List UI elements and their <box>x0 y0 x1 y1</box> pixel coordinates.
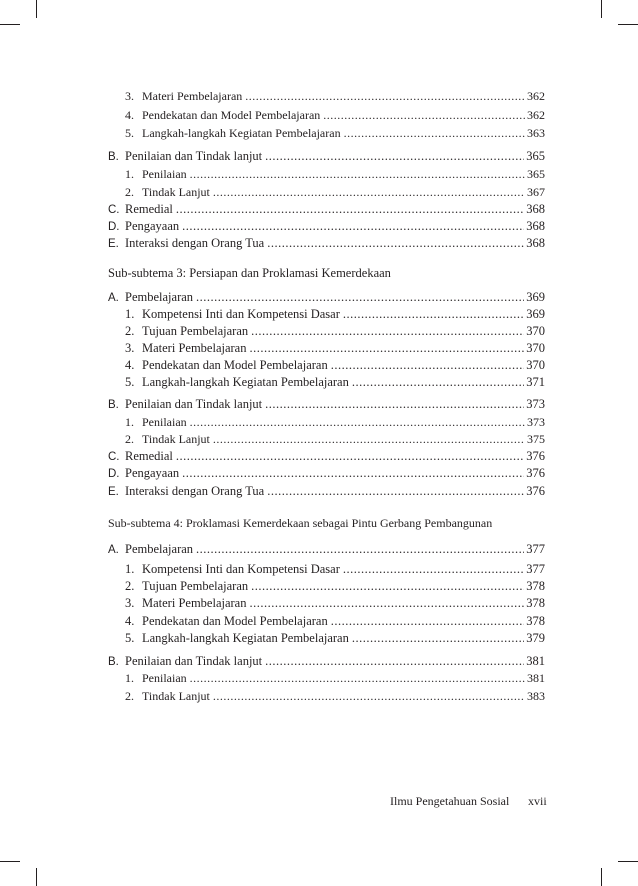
toc-entry-title: Materi Pembelajaran <box>142 89 243 103</box>
toc-entry-number: 4. <box>125 358 135 372</box>
toc-entry-leader <box>190 670 525 686</box>
toc-entry-number: 2. <box>125 324 135 338</box>
toc-entry-title: Penilaian dan Tindak lanjut <box>125 654 263 668</box>
toc-entry <box>125 357 545 373</box>
toc-entry <box>125 125 545 141</box>
toc-entry-number: 4. <box>125 614 135 628</box>
toc-entry-leader <box>331 613 525 629</box>
toc-entry-page: 376 <box>526 466 545 480</box>
toc-entry-letter: D. <box>108 468 120 480</box>
toc-entry-number: 2. <box>125 185 134 199</box>
toc-entry-leader <box>182 218 524 234</box>
toc-entry-leader <box>323 107 525 123</box>
toc-entry-page: 378 <box>526 596 545 610</box>
toc-entry-number: 4. <box>125 108 134 122</box>
toc-entry-letter: E. <box>108 238 119 250</box>
toc-entry-number: 5. <box>125 375 135 389</box>
toc-entry <box>125 578 545 594</box>
toc-entry-title: Penilaian dan Tindak lanjut <box>125 149 263 163</box>
toc-entry-title: Tujuan Pembelajaran <box>142 324 249 338</box>
toc-entry-page: 376 <box>526 484 545 498</box>
toc-entry-letter: A. <box>108 544 119 556</box>
toc-entry <box>125 323 545 339</box>
toc-entry <box>125 630 545 646</box>
toc-entry <box>125 184 545 200</box>
toc-entry-title: Penilaian <box>142 671 187 685</box>
toc-entry-page: 368 <box>526 202 545 216</box>
toc-entry <box>125 561 545 577</box>
toc-entry-leader <box>343 306 524 322</box>
toc-entry-page: 370 <box>526 324 545 338</box>
toc-entry-page: 369 <box>526 290 545 304</box>
toc-entry-page: 362 <box>527 108 545 122</box>
toc-entry-title: Tindak Lanjut <box>142 432 210 446</box>
toc-entry-title: Tujuan Pembelajaran <box>142 579 249 593</box>
crop-mark-bottom-right-v <box>601 868 602 886</box>
toc-entry-leader <box>344 125 525 141</box>
toc-entry <box>108 448 545 464</box>
toc-entry-title: Remedial <box>125 449 173 463</box>
toc-entry-page: 368 <box>526 236 545 250</box>
toc-entry <box>108 235 545 251</box>
toc-entry-title: Remedial <box>125 202 173 216</box>
footer-book-title: Ilmu Pengetahuan Sosial <box>390 794 510 808</box>
toc-entry-leader <box>265 653 524 669</box>
toc-entry <box>108 653 545 669</box>
toc-entry-leader <box>213 184 525 200</box>
toc-entry-number: 5. <box>125 126 134 140</box>
toc-entry-page: 379 <box>526 631 545 645</box>
toc-entry-page: 365 <box>526 149 545 163</box>
toc-entry <box>108 289 545 305</box>
toc-entry-page: 375 <box>527 432 545 446</box>
toc-entry-number: 1. <box>125 167 134 181</box>
toc-entry-letter: B. <box>108 656 119 668</box>
toc-entry-number: 3. <box>125 596 135 610</box>
toc-entry-number: 5. <box>125 631 135 645</box>
toc-entry-number: 2. <box>125 689 134 703</box>
toc-entry-leader <box>190 166 525 182</box>
crop-mark-bottom-left-h <box>0 861 20 862</box>
toc-entry <box>108 396 545 412</box>
toc-entry <box>125 595 545 611</box>
toc-entry-page: 381 <box>526 654 545 668</box>
subsection-heading: Sub-subtema 3: Persiapan dan Proklamasi Kemerdekaan <box>108 266 391 280</box>
toc-entry <box>108 541 545 557</box>
toc-entry-title: Interaksi dengan Orang Tua <box>125 236 265 250</box>
toc-entry-page: 378 <box>526 614 545 628</box>
toc-entry-letter: E. <box>108 486 119 498</box>
toc-entry-page: 371 <box>526 375 545 389</box>
toc-entry <box>108 201 545 217</box>
toc-entry-title: Langkah-langkah Kegiatan Pembelajaran <box>142 375 349 389</box>
toc-entry-leader <box>267 235 524 251</box>
toc-entry-title: Pendekatan dan Model Pembelajaran <box>142 358 328 372</box>
toc-entry-letter: D. <box>108 221 120 233</box>
toc-entry-title: Pengayaan <box>125 219 180 233</box>
subsection-heading: Sub-subtema 4: Proklamasi Kemerdekaan sebagai Pintu Gerbang Pembangunan <box>108 516 493 530</box>
toc-entry-leader <box>213 688 525 704</box>
toc-entry <box>125 306 545 322</box>
toc-entry-title: Tindak Lanjut <box>142 185 210 199</box>
toc-entry-number: 1. <box>125 307 135 321</box>
toc-entry-page: 383 <box>527 689 545 703</box>
toc-entry-number: 1. <box>125 415 134 429</box>
toc-entry-leader <box>196 289 524 305</box>
toc-entry-page: 370 <box>526 341 545 355</box>
toc-entry-title: Penilaian <box>142 167 187 181</box>
toc-entry-page: 369 <box>526 307 545 321</box>
toc-entry-leader <box>267 483 524 499</box>
toc-entry-leader <box>352 374 524 390</box>
toc-entry-leader <box>331 357 525 373</box>
toc-entry-leader <box>245 88 525 104</box>
toc-entry-title: Interaksi dengan Orang Tua <box>125 484 265 498</box>
toc-entry-title: Materi Pembelajaran <box>142 596 247 610</box>
crop-mark-bottom-left-v <box>36 868 37 886</box>
toc-entry <box>108 148 545 164</box>
toc-entry-page: 362 <box>527 89 545 103</box>
toc-entry-page: 377 <box>526 542 545 556</box>
toc-entry-title: Langkah-langkah Kegiatan Pembelajaran <box>142 126 341 140</box>
toc-entry-title: Kompetensi Inti dan Kompetensi Dasar <box>142 307 340 321</box>
toc-entry-page: 367 <box>527 185 545 199</box>
toc-entry <box>125 688 545 704</box>
toc-entry-page: 365 <box>527 167 545 181</box>
toc-entry-title: Pendekatan dan Model Pembelajaran <box>142 108 321 122</box>
toc-entry-letter: C. <box>108 204 120 216</box>
toc-entry-page: 376 <box>526 449 545 463</box>
toc-entry-title: Materi Pembelajaran <box>142 341 247 355</box>
crop-mark-top-right-v <box>601 0 602 18</box>
toc-entry-page: 377 <box>526 562 545 576</box>
toc-entry-page: 368 <box>526 219 545 233</box>
toc-entry-leader <box>352 630 524 646</box>
toc-entry-page: 363 <box>527 126 545 140</box>
toc-entry <box>125 670 545 686</box>
toc-entry-leader <box>265 396 524 412</box>
toc-entry-title: Penilaian dan Tindak lanjut <box>125 397 263 411</box>
toc-entry-title: Pembelajaran <box>125 290 194 304</box>
toc-entry <box>125 414 545 430</box>
toc-entry-leader <box>176 201 524 217</box>
toc-entry <box>125 431 545 447</box>
crop-mark-bottom-right-h <box>618 861 638 862</box>
toc-entry-page: 373 <box>527 415 545 429</box>
toc-entry <box>108 465 545 481</box>
toc-entry-number: 3. <box>125 341 135 355</box>
toc-entry-leader <box>251 323 524 339</box>
toc-entry-letter: A. <box>108 292 119 304</box>
crop-mark-top-left-v <box>36 0 37 18</box>
toc-entry-number: 2. <box>125 579 135 593</box>
toc-entry-leader <box>182 465 524 481</box>
toc-entry-title: Tindak Lanjut <box>142 689 210 703</box>
toc-entry-number: 2. <box>125 432 134 446</box>
toc-entry-leader <box>176 448 524 464</box>
toc-entry-letter: C. <box>108 451 120 463</box>
toc-entry-leader <box>265 148 524 164</box>
toc-entry <box>125 374 545 390</box>
toc-entry-page: 381 <box>527 671 545 685</box>
toc-entry <box>125 166 545 182</box>
crop-mark-top-right-h <box>618 24 638 25</box>
toc-entry <box>125 613 545 629</box>
toc-entry <box>125 340 545 356</box>
toc-entry <box>108 483 545 499</box>
toc-entry-leader <box>251 578 524 594</box>
toc-entry-letter: B. <box>108 399 119 411</box>
toc-entry-title: Pembelajaran <box>125 542 194 556</box>
toc-entry <box>125 88 545 104</box>
toc-entry <box>108 218 545 234</box>
toc-entry-leader <box>249 340 524 356</box>
toc-entry-leader <box>249 595 524 611</box>
toc-entry-title: Penilaian <box>142 415 187 429</box>
toc-entry-title: Langkah-langkah Kegiatan Pembelajaran <box>142 631 349 645</box>
toc-entry-leader <box>196 541 524 557</box>
toc-entry-title: Kompetensi Inti dan Kompetensi Dasar <box>142 562 340 576</box>
toc-entry-leader <box>213 431 525 447</box>
toc-entry-number: 1. <box>125 671 134 685</box>
toc-entry-number: 1. <box>125 562 135 576</box>
toc-entry-title: Pengayaan <box>125 466 180 480</box>
toc-entry <box>125 107 545 123</box>
toc-entry-number: 3. <box>125 89 134 103</box>
toc-entry-page: 373 <box>526 397 545 411</box>
toc-entry-page: 370 <box>526 358 545 372</box>
toc-entry-letter: B. <box>108 151 119 163</box>
crop-mark-top-left-h <box>0 24 20 25</box>
toc-entry-title: Pendekatan dan Model Pembelajaran <box>142 614 328 628</box>
toc-entry-leader <box>343 561 524 577</box>
toc-entry-leader <box>190 414 525 430</box>
footer-page-number: xvii <box>528 794 547 808</box>
toc-entry-page: 378 <box>526 579 545 593</box>
